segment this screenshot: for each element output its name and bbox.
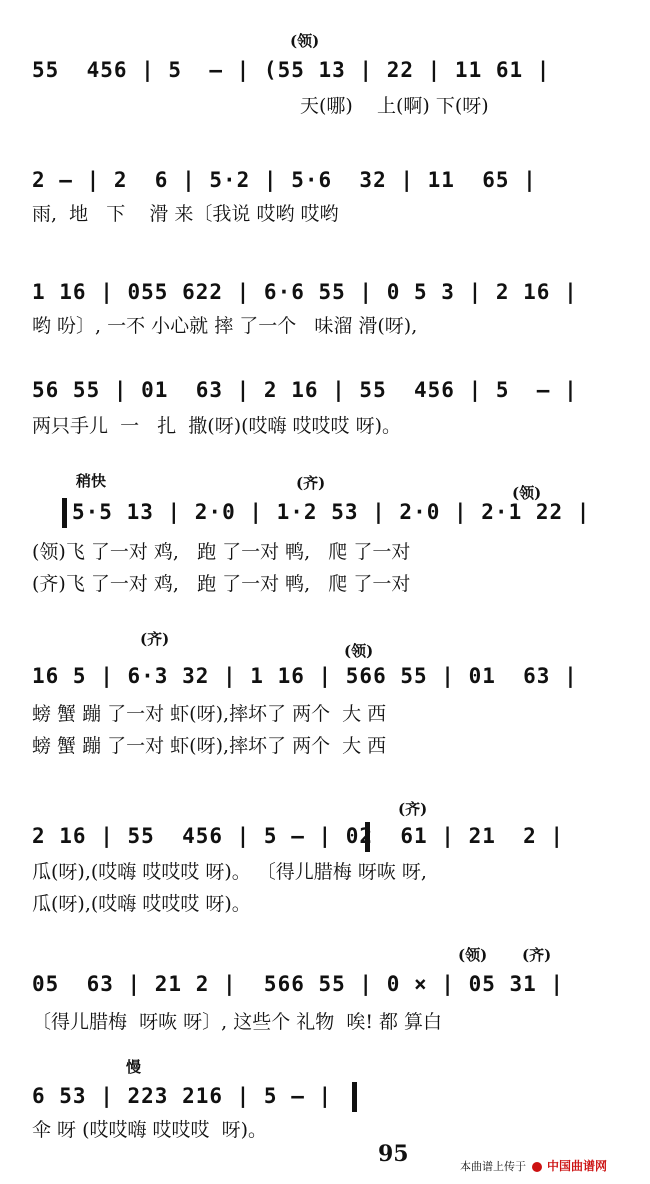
lyric-line: 雨, 地 下 滑 来〔我说 哎哟 哎哟	[32, 203, 339, 225]
lyric-line: 伞 呀 (哎哎嗨 哎哎哎 呀)。	[32, 1119, 268, 1141]
performer-mark: (领)	[458, 946, 488, 964]
lyric-line: 〔得儿腊梅 呀咴 呀〕, 这些个 礼物 唉! 都 算白	[32, 1011, 443, 1033]
notation-line: 1 16 | 055 622 | 6·6 55 | 0 5 3 | 2 16 |	[32, 280, 578, 304]
lyric-line: 瓜(呀),(哎嗨 哎哎哎 呀)。	[32, 893, 251, 915]
lyric-line: 螃 蟹 蹦 了一对 虾(呀),摔坏了 两个 大 西	[32, 735, 387, 757]
lyric-line: 瓜(呀),(哎嗨 哎哎哎 呀)。 〔得儿腊梅 呀咴 呀,	[32, 861, 427, 883]
site-logo-icon	[532, 1162, 542, 1172]
lyric-line: 天(哪) 上(啊) 下(呀)	[300, 95, 489, 117]
notation-line: 6 53 | 223 216 | 5 — |	[32, 1084, 333, 1108]
notation-line: 2 16 | 55 456 | 5 — | 02 61 | 21 2 |	[32, 824, 565, 848]
notation-line: 56 55 | 01 63 | 2 16 | 55 456 | 5 — |	[32, 378, 578, 402]
notation-line: 55 456 | 5 — | (55 13 | 22 | 11 61 |	[32, 58, 551, 82]
lyric-line: 两只手儿 一 扎 撒(呀)(哎嗨 哎哎哎 呀)。	[32, 415, 402, 437]
performer-mark: (齐)	[140, 630, 170, 648]
notation-line: 05 63 | 21 2 | 566 55 | 0 × | 05 31 |	[32, 972, 565, 996]
tempo-mark: 慢	[126, 1058, 142, 1076]
tempo-mark: 稍快	[76, 472, 107, 490]
lyric-line: 螃 蟹 蹦 了一对 虾(呀),摔坏了 两个 大 西	[32, 703, 387, 725]
performer-mark: (齐)	[296, 474, 326, 492]
notation-line: 16 5 | 6·3 32 | 1 16 | 566 55 | 01 63 |	[32, 664, 578, 688]
notation-line: 5·5 13 | 2·0 | 1·2 53 | 2·0 | 2·1 22 |	[72, 500, 591, 524]
lyric-line: (齐)飞 了一对 鸡, 跑 了一对 鸭, 爬 了一对	[32, 573, 411, 595]
lyric-line: 哟 吩〕, 一不 小心就 摔 了一个 味溜 滑(呀),	[32, 315, 418, 337]
credit-site-link[interactable]: 中国曲谱网	[547, 1159, 608, 1173]
lyric-line: (领)飞 了一对 鸡, 跑 了一对 鸭, 爬 了一对	[32, 541, 411, 563]
notation-line: 2 — | 2 6 | 5·2 | 5·6 32 | 11 65 |	[32, 168, 537, 192]
performer-mark: (齐)	[522, 946, 552, 964]
performer-mark: (领)	[290, 32, 320, 50]
credit-prefix: 本曲谱上传于	[460, 1160, 526, 1173]
performer-mark: (领)	[512, 484, 542, 502]
final-barline	[352, 1082, 357, 1112]
page-number: 95	[378, 1141, 409, 1167]
performer-mark: (领)	[344, 642, 374, 660]
performer-mark: (齐)	[398, 800, 428, 818]
upload-credit	[460, 1157, 607, 1174]
repeat-barline	[62, 498, 67, 528]
